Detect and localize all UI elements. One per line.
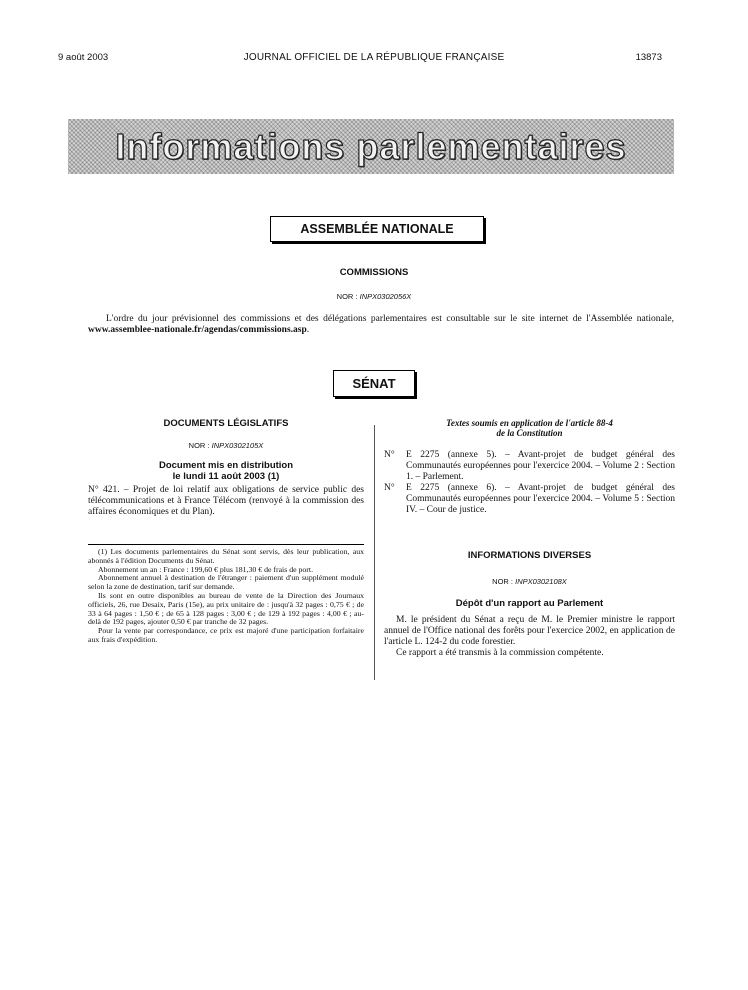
footnote: Ils sont en outre disponibles au bureau de vente de la Direction des Journaux officiels, 26, rue Desaix, Paris (15e), au prix unitaire de : jusqu'à 32 pages : 0,75 € ; de 33 à 64 pages : 1,50 € ; de 65 à 128 pages : 3,00 € ; de 129 à 192 pages : 4,00 € ; au-delà de 192 pages, ajouter 0,50 € par tranche de 32 pages.	[88, 590, 364, 627]
heading-line: de la Constitution	[496, 428, 563, 438]
nor-label: NOR :	[492, 577, 514, 586]
senat-heading: SÉNAT	[333, 370, 415, 397]
rapport-paragraph: M. le président du Sénat a reçu de M. le Premier ministre le rapport annuel de l'Office national des forêts pour l'exercice 2002, en application de l'article L. 124-2 du code forestier.	[384, 615, 675, 647]
texte-item-text: E 2275 (annexe 6). – Avant-projet de budget général des Communautés européennes pour l'exercice 2004. – Volume 5 : Section IV. – Cour de justice.	[406, 483, 675, 515]
document-item	[88, 485, 364, 518]
documents-legislatifs-heading: DOCUMENTS LÉGISLATIFS	[163, 418, 289, 429]
texte-item	[384, 483, 675, 516]
subtitle-line: le lundi 11 août 2003 (1)	[172, 471, 280, 482]
texte-item	[384, 450, 675, 483]
right-column	[384, 418, 675, 659]
column-divider	[374, 425, 375, 680]
page-number: 13873	[635, 52, 662, 63]
informations-diverses-heading: INFORMATIONS DIVERSES	[467, 550, 592, 561]
nor-code: INPX0302056X	[359, 292, 412, 301]
assemblee-nationale-heading: ASSEMBLÉE NATIONALE	[270, 216, 484, 242]
informations-parlementaires-banner	[68, 119, 674, 174]
paragraph-end: .	[306, 325, 310, 335]
journal-title: JOURNAL OFFICIEL DE LA RÉPUBLIQUE FRANÇAISE	[243, 52, 505, 63]
agenda-link[interactable]: www.assemblee-nationale.fr/agendas/commissions.asp	[88, 325, 307, 335]
texte-item-number: N°	[384, 483, 395, 493]
heading-line: Textes soumis en application de l'article 88-4	[446, 418, 613, 428]
nor-label: NOR :	[336, 292, 358, 301]
document-item-description: – Projet de loi relatif aux obligations de service public des télécommunications et à France Télécom (renvoyé à la commission des affaires économiques et du Plan).	[88, 485, 364, 517]
header-date: 9 août 2003	[58, 52, 109, 63]
commissions-heading: COMMISSIONS	[339, 267, 409, 278]
distribution-subtitle	[88, 460, 364, 482]
nor-code: INPX0302105X	[211, 441, 264, 450]
footnote: Abonnement annuel à destination de l'étranger : paiement d'un supplément modulé selon la zone de destination, tarif sur demande.	[88, 573, 364, 592]
texte-item-number: N°	[384, 450, 395, 460]
left-column	[88, 418, 364, 518]
nor-label: NOR :	[188, 441, 210, 450]
paragraph-text: L'ordre du jour prévisionnel des commissions et des délégations parlementaires est consultable sur le site internet de l'Assemblée nationale,	[106, 314, 674, 324]
depot-rapport-subtitle: Dépôt d'un rapport au Parlement	[455, 598, 604, 609]
footnote: Abonnement un an : France : 199,60 € plus 181,30 € de frais de port.	[98, 564, 314, 574]
footnote: Pour la vente par correspondance, ce prix est majoré d'une participation forfaitaire aux frais d'expédition.	[88, 626, 364, 644]
document-item-text	[88, 485, 364, 518]
nor-reference	[88, 441, 364, 450]
rapport-paragraph: Ce rapport a été transmis à la commission compétente.	[396, 648, 604, 658]
nor-code: INPX0302108X	[515, 577, 567, 586]
texte-item-text: E 2275 (annexe 5). – Avant-projet de budget général des Communautés européennes pour l'exercice 2004. – Volume 2 : Section 1. – Parlement.	[406, 450, 675, 482]
textes-soumis-heading	[384, 418, 675, 438]
nor-reference	[384, 577, 675, 586]
subtitle-line: Document mis en distribution	[158, 460, 294, 471]
document-item-number: N° 421.	[88, 485, 120, 495]
footnotes	[88, 544, 364, 645]
commissions-paragraph	[88, 314, 674, 336]
footnote: (1) Les documents parlementaires du Sénat sont servis, dès leur publication, aux abonnés à l'édition Documents du Sénat.	[88, 547, 364, 565]
banner-title: Informations parlementaires	[115, 125, 627, 167]
nor-reference	[0, 292, 748, 301]
